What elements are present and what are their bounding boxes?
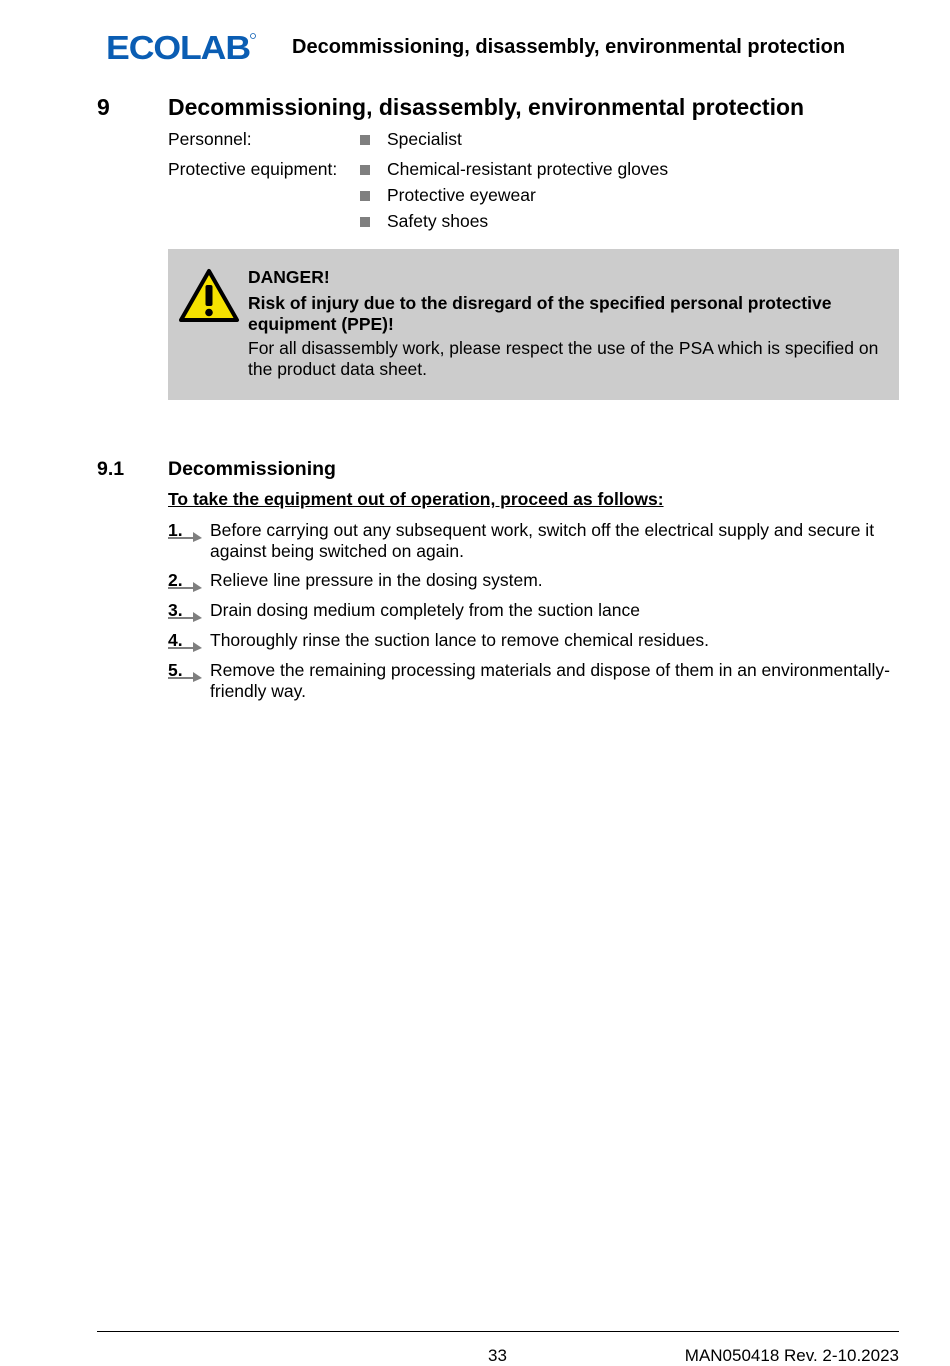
danger-heading: DANGER! [248,267,330,287]
warning-triangle-icon [178,268,240,329]
step-number: 3. [168,600,183,620]
step-text: Before carrying out any subsequent work, switch off the electrical supply and secure it against being switched on again. [210,520,875,561]
step-arrow-icon [168,531,204,543]
step-text: Relieve line pressure in the dosing system. [210,570,543,590]
step-number: 4. [168,630,183,650]
personnel-item-text: Specialist [387,129,462,149]
equipment-item-text: Safety shoes [387,211,489,231]
step-item [168,630,898,651]
step-number: 5. [168,660,183,680]
equipment-item [360,185,536,206]
equipment-item-text: Chemical-resistant protective gloves [387,159,669,179]
step-item [168,660,898,701]
logo-text: ECOLAB [106,30,251,62]
square-bullet-icon [360,135,370,145]
header-title: Decommissioning, disassembly, environmental protection [292,36,846,58]
equipment-item [360,211,488,232]
step-arrow-icon [168,611,204,623]
danger-body: For all disassembly work, please respect the use of the PSA which is specified on the product data sheet. [248,338,879,379]
step-number: 1. [168,520,183,540]
equipment-item [360,159,668,180]
subsection-number: 9.1 [97,458,125,480]
ecolab-logo-icon [106,30,256,62]
equipment-item-text: Protective eyewear [387,185,536,205]
document-reference: MAN050418 Rev. 2-10.2023 [684,1346,899,1365]
step-arrow-icon [168,671,204,683]
ecolab-logo [106,30,256,62]
step-text: Thoroughly rinse the suction lance to remove chemical residues. [210,630,709,650]
section-number: 9 [97,94,110,120]
square-bullet-icon [360,191,370,201]
danger-subheading: Risk of injury due to the disregard of the specified personal protective equipment (PPE)! [248,293,832,334]
step-item [168,570,898,591]
square-bullet-icon [360,217,370,227]
step-arrow-icon [168,581,204,593]
subsection-title: Decommissioning [168,458,336,480]
section-title: Decommissioning, disassembly, environmental protection [168,94,805,120]
step-text: Drain dosing medium completely from the suction lance [210,600,640,620]
step-item [168,600,898,621]
footer-divider [97,1331,899,1332]
step-text: Remove the remaining processing materials and dispose of them in an environmentally-friendly way. [210,660,890,701]
square-bullet-icon [360,165,370,175]
step-number: 2. [168,570,183,590]
personnel-item [360,129,462,150]
procedure-intro: To take the equipment out of operation, proceed as follows: [168,489,664,509]
step-arrow-icon [168,641,204,653]
page-number: 33 [488,1346,507,1365]
step-item [168,520,898,561]
personnel-label: Personnel: [168,129,252,149]
equipment-label: Protective equipment: [168,159,338,179]
